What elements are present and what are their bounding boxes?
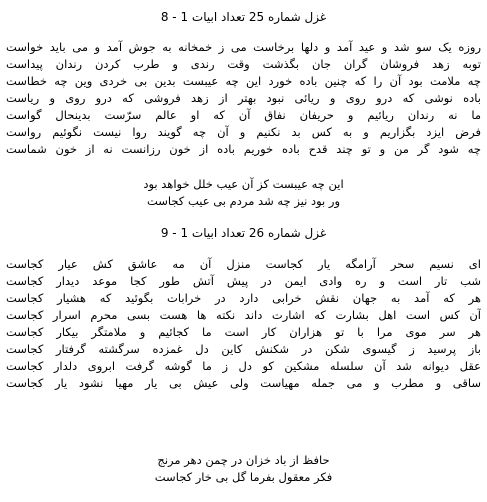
ghazal-26-couplet-line-2: فکر معقول بفرما گل بی خار کجاست (154, 470, 333, 484)
ghazal-25-verse-7: چه شود گر من و تو چند قدح باده خوریم باده از خون رزانست نه از خون شماست (6, 142, 481, 156)
ghazal-26-verse-8: ساقی و مطرب و می جمله مهیاست ولی عیش بی یار مهیا نشود یار کجاست (6, 376, 481, 390)
ghazal-26-verse-5: هر سر موی مرا با تو هزاران کار است ما کجائیم و ملامتگر بیکار کجاست (6, 325, 481, 339)
ghazal-26-verse-4: آن کس است اهل بشارت که اشارت داند نکته ها هست بسی محرم اسرار کجاست (6, 308, 481, 322)
ghazal-25-verse-3: چه ملامت بود آن را که چنین باده خورد این چه عیبست بدین بی خردی وین چه خطاست (6, 74, 481, 88)
ghazal-25-verse-1: روزه یک سو شد و عید آمد و دلها برخاست می ز خمخانه به جوش آمد و می باید خواست (6, 40, 481, 54)
ghazal-25-verse-4: باده نوشی که درو روی و ریائی نبود بهتر از زهد فروشی که درو روی و ریاست (6, 91, 481, 105)
ghazal-25-verse-2: توبه زهد فروشان گران جان بگذشت وقت رندی و طرب کردن رندان پیداست (6, 57, 481, 71)
ghazal-26-verse-3: هر که آمد به جهان نقش خرابی دارد در خرابات بگوئید که هشیار کجاست (6, 291, 481, 305)
ghazal-26-verse-2: شب تار است و ره وادی ایمن در پیش آتش طور کجا موعد دیدار کجاست (6, 274, 481, 288)
ghazal-26-verse-1: ای نسیم سحر آرامگه یار کجاست منزل آن مه عاشق کش عیار کجاست (6, 257, 481, 271)
ghazal-25-title: غزل شماره 25 تعداد ابیات 1 - 8 (160, 10, 327, 24)
ghazal-25-verse-5: ما نه رندان ریائیم و حریفان نفاق آن که او عالم سرّست بدینحال گواست (6, 108, 481, 122)
ghazal-26-verse-6: باز پرسید ز گیسوی شکن در شکنش کاین دل غمزده سرگشته گرفتار کجاست (6, 342, 481, 356)
ghazal-25-couplet-line-1: این چه عیبست کز آن عیب خلل خواهد بود (143, 177, 344, 191)
ghazal-25-verse-6: فرض ایزد بگزاریم و به کس بد نکنیم و آن چه گویند روا نیست نگوئیم رواست (6, 125, 481, 139)
ghazal-25-couplet-line-2: ور بود نیز چه شد مردم بی عیب کجاست (146, 194, 341, 208)
ghazal-26-title: غزل شماره 26 تعداد ابیات 1 - 9 (160, 226, 327, 240)
ghazal-26-verse-7: عقل دیوانه شد آن سلسله مشکین کو دل ز ما گوشه گرفت ابروی دلدار کجاست (6, 359, 481, 373)
ghazal-26-couplet-line-1: حافظ از باد خزان در چمن دهر مرنج (157, 453, 330, 467)
